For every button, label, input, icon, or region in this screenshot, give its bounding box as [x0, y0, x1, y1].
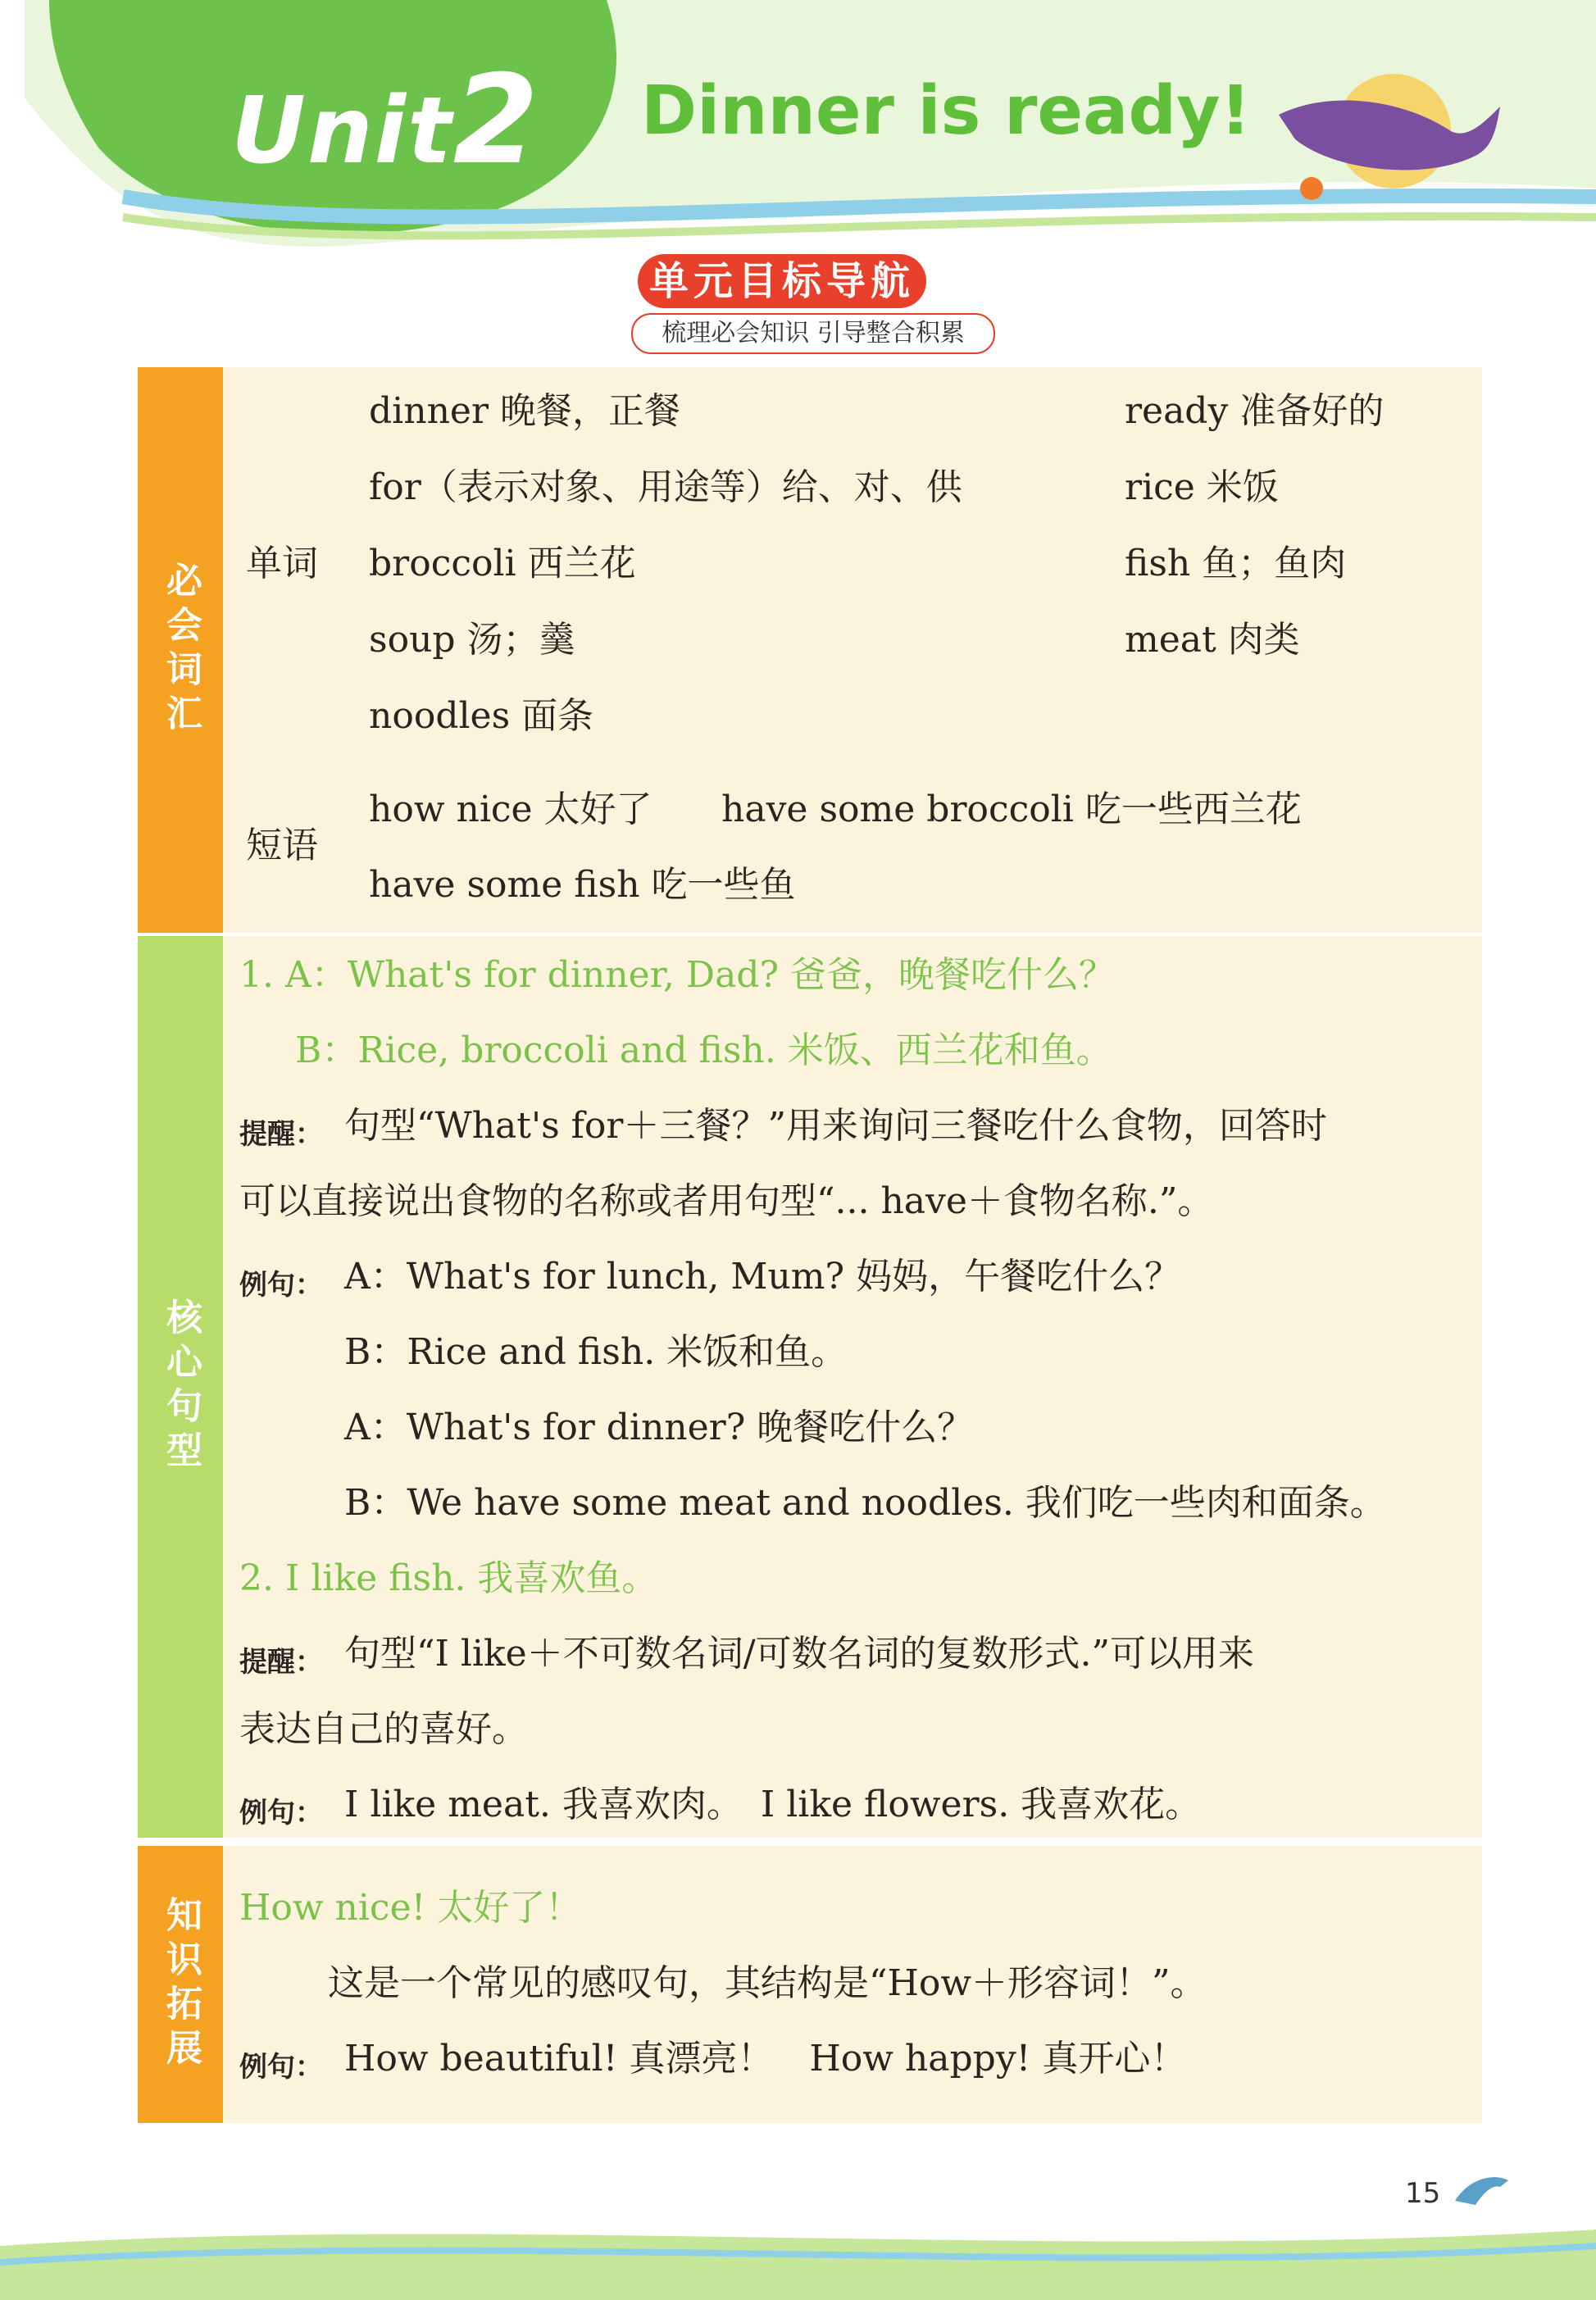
tip-label-2: 提醒：: [239, 1646, 323, 1679]
word-broccoli: broccoli 西兰花: [369, 543, 636, 584]
extension-example: How beautiful! 真漂亮！ How happy! 真开心！: [344, 2038, 1187, 2080]
dolphin-icon: [1451, 2164, 1516, 2213]
phrases-label: 短语: [246, 825, 318, 866]
word-rice: rice 米饭: [1125, 466, 1279, 508]
example-2: B：Rice and fish. 米饭和鱼。: [344, 1331, 848, 1373]
word-meat: meat 肉类: [1125, 619, 1300, 661]
footer-wave: [0, 2197, 1596, 2300]
extension-heading: How nice! 太好了！: [239, 1887, 582, 1929]
page-title: Dinner is ready!: [641, 72, 1251, 150]
sentence-1b: B：Rice, broccoli and fish. 米饭、西兰花和鱼。: [295, 1030, 1112, 1071]
sentences-panel: [138, 936, 1482, 1838]
example-label-1: 例句：: [239, 1269, 323, 1302]
word-dinner: dinner 晚餐，正餐: [369, 390, 680, 432]
phrase-have-broccoli: have some broccoli 吃一些西兰花: [721, 789, 1302, 830]
example-label-2: 例句：: [239, 1797, 323, 1830]
tip2-line1: 句型“I like＋不可数名词/可数名词的复数形式.”可以用来: [344, 1633, 1255, 1675]
word-for: for（表示对象、用途等）给、对、供: [369, 466, 962, 508]
phrase-have-fish: have some fish 吃一些鱼: [369, 864, 796, 906]
tip2-line2: 表达自己的喜好。: [239, 1708, 528, 1750]
word-soup: soup 汤；羹: [369, 619, 575, 661]
tip1-line1: 句型“What's for＋三餐？”用来询问三餐吃什么食物，回答时: [344, 1105, 1327, 1147]
goal-subtitle: 梳理必会知识 引导整合积累: [631, 313, 995, 354]
unit-label: Unit2: [231, 49, 540, 192]
page-number: 15: [1405, 2177, 1441, 2210]
phrase-how-nice: how nice 太好了: [369, 789, 652, 830]
example-label-3: 例句：: [239, 2051, 323, 2084]
words-label: 单词: [246, 543, 318, 584]
tab-vocab: 必会词汇: [138, 367, 223, 933]
sentence-2: 2. I like fish. 我喜欢鱼。: [239, 1557, 658, 1599]
tip1-line2: 可以直接说出食物的名称或者用句型“... have＋食物名称.”。: [239, 1180, 1214, 1222]
tab-extension: 知识拓展: [138, 1846, 223, 2123]
goal-badge: 单元目标导航: [638, 254, 926, 308]
word-fish: fish 鱼；鱼肉: [1125, 543, 1347, 584]
example-3: A：What's for dinner? 晚餐吃什么？: [344, 1407, 974, 1448]
word-noodles: noodles 面条: [369, 695, 594, 737]
tab-sentences: 核心句型: [138, 936, 223, 1838]
extension-note: 这是一个常见的感叹句，其结构是“How＋形容词！”。: [328, 1962, 1207, 2004]
example-5: I like meat. 我喜欢肉。 I like flowers. 我喜欢花。: [344, 1784, 1202, 1825]
word-ready: ready 准备好的: [1125, 390, 1385, 432]
sentence-1a: 1. A：What's for dinner, Dad? 爸爸，晚餐吃什么？: [239, 954, 1116, 996]
whale-icon: [1262, 41, 1508, 205]
example-4: B：We have some meat and noodles. 我们吃一些肉和面条。: [344, 1482, 1386, 1524]
tip-label-1: 提醒：: [239, 1118, 323, 1151]
example-1: A：What's for lunch, Mum? 妈妈，午餐吃什么？: [344, 1256, 1181, 1298]
